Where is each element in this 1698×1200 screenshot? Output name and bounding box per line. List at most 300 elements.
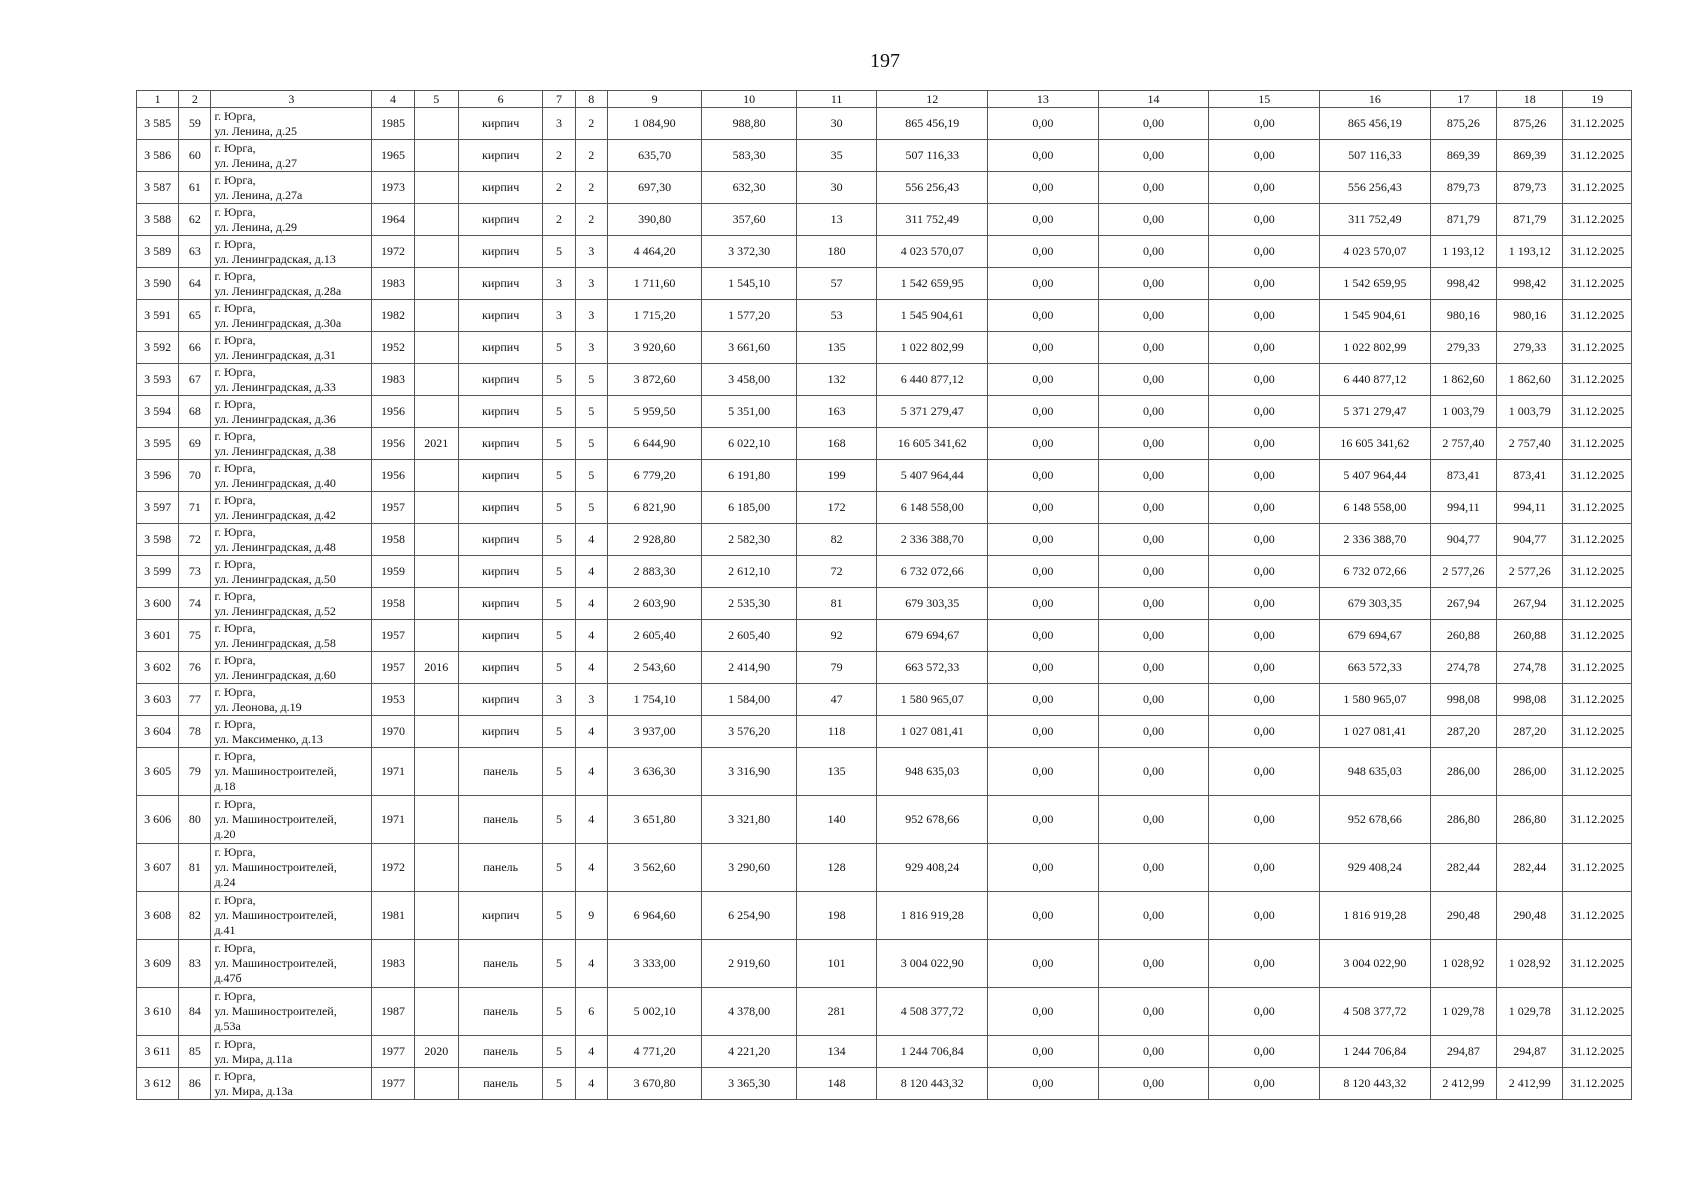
table-cell: 2 605,40 [607,620,702,652]
table-cell: 3 937,00 [607,716,702,748]
table-row [137,172,1632,204]
table-cell: 0,00 [1209,748,1320,796]
table-cell: 68 [179,396,211,428]
table-cell: панель [458,796,543,844]
table-cell: 85 [179,1036,211,1068]
table-cell: 31.12.2025 [1563,1036,1632,1068]
table-cell: 0,00 [1209,716,1320,748]
table-cell: 0,00 [988,492,1099,524]
table-cell: 1983 [372,940,414,988]
address-cell: г. Юрга, ул. Ленинградская, д.13 [211,236,372,268]
table-cell: 1972 [372,236,414,268]
table-cell: 3 594 [137,396,179,428]
table-cell: 267,94 [1497,588,1563,620]
table-cell: 78 [179,716,211,748]
address-cell: г. Юрга, ул. Ленинградская, д.40 [211,460,372,492]
table-cell: 663 572,33 [1320,652,1431,684]
table-cell: 929 408,24 [877,844,988,892]
address-cell: г. Юрга, ул. Ленинградская, д.42 [211,492,372,524]
table-cell: 1985 [372,108,414,140]
table-cell: кирпич [458,332,543,364]
table-cell: 5 959,50 [607,396,702,428]
table-cell: 1 545 904,61 [877,300,988,332]
table-cell: 4 023 570,07 [877,236,988,268]
table-cell: 1 584,00 [702,684,797,716]
table-cell: 0,00 [1209,892,1320,940]
table-cell: 0,00 [1209,108,1320,140]
table-cell: панель [458,940,543,988]
table-row [137,796,1632,844]
table-cell: 260,88 [1430,620,1496,652]
table-row [137,892,1632,940]
table-cell: 3 562,60 [607,844,702,892]
table-cell [414,588,458,620]
table-cell: 1956 [372,460,414,492]
table-cell: 1 545,10 [702,268,797,300]
table-cell: 0,00 [988,988,1099,1036]
address-cell: г. Юрга, ул. Машиностроителей, д.18 [211,748,372,796]
table-cell: 69 [179,428,211,460]
table-cell: 871,79 [1430,204,1496,236]
table-cell: 135 [796,748,876,796]
table-cell: 0,00 [1098,268,1209,300]
table-cell: 1987 [372,988,414,1036]
table-cell: 4 [575,716,607,748]
table-cell: 101 [796,940,876,988]
table-cell: 3 [575,300,607,332]
column-header: 18 [1497,91,1563,108]
table-cell: 1 028,92 [1430,940,1496,988]
table-cell: кирпич [458,268,543,300]
table-cell: 3 611 [137,1036,179,1068]
table-cell: 92 [796,620,876,652]
table-cell: 286,00 [1430,748,1496,796]
table-cell: 4 [575,844,607,892]
table-cell: 6 022,10 [702,428,797,460]
table-cell: 3 600 [137,588,179,620]
table-cell: 53 [796,300,876,332]
table-cell: 81 [796,588,876,620]
table-cell: 3 601 [137,620,179,652]
table-cell: 9 [575,892,607,940]
table-cell: 2 605,40 [702,620,797,652]
table-cell: 0,00 [988,716,1099,748]
table-cell: 952 678,66 [877,796,988,844]
table-cell: 4 508 377,72 [1320,988,1431,1036]
page-number: 197 [870,50,900,72]
table-cell: 2 919,60 [702,940,797,988]
table-cell: 282,44 [1497,844,1563,892]
table-cell: 0,00 [988,748,1099,796]
table-row [137,588,1632,620]
table-cell: 180 [796,236,876,268]
table-cell: 199 [796,460,876,492]
table-cell: 3 587 [137,172,179,204]
table-cell: 287,20 [1430,716,1496,748]
column-header: 5 [414,91,458,108]
table-cell: 3 661,60 [702,332,797,364]
column-header: 14 [1098,91,1209,108]
table-cell: 5 002,10 [607,988,702,1036]
table-cell: 871,79 [1497,204,1563,236]
table-cell: 2 412,99 [1497,1068,1563,1100]
table-cell: 6 254,90 [702,892,797,940]
table-cell: 1981 [372,892,414,940]
table-cell: 0,00 [1098,556,1209,588]
table-cell [414,332,458,364]
table-cell: кирпич [458,892,543,940]
table-cell: 0,00 [1209,796,1320,844]
table-row [137,748,1632,796]
table-cell: 0,00 [1098,204,1209,236]
table-cell: 31.12.2025 [1563,268,1632,300]
table-body [137,108,1632,1100]
table-cell: 6 [575,988,607,1036]
table-cell: 3 651,80 [607,796,702,844]
table-cell: 583,30 [702,140,797,172]
table-cell: 3 [575,684,607,716]
table-cell: 3 585 [137,108,179,140]
table-cell: 0,00 [1098,460,1209,492]
table-cell: 865 456,19 [877,108,988,140]
table-row [137,940,1632,988]
table-cell [414,300,458,332]
table-cell: 1972 [372,844,414,892]
column-header: 2 [179,91,211,108]
table-cell: 286,80 [1497,796,1563,844]
table-cell: 0,00 [1098,1036,1209,1068]
table-cell: 0,00 [988,620,1099,652]
table-cell: 1956 [372,396,414,428]
table-cell: 0,00 [988,268,1099,300]
table-cell: 994,11 [1497,492,1563,524]
table-cell: 30 [796,172,876,204]
table-cell: 31.12.2025 [1563,620,1632,652]
table-cell: 3 598 [137,524,179,556]
table-cell: 1 862,60 [1497,364,1563,396]
table-cell: кирпич [458,492,543,524]
table-cell: 3 607 [137,844,179,892]
table-cell: 390,80 [607,204,702,236]
table-cell: 31.12.2025 [1563,172,1632,204]
table-cell: 1 545 904,61 [1320,300,1431,332]
table-cell: 1983 [372,364,414,396]
table-cell: 31.12.2025 [1563,716,1632,748]
table-cell: 81 [179,844,211,892]
table-row [137,204,1632,236]
table-cell: 1 577,20 [702,300,797,332]
table-cell: кирпич [458,556,543,588]
table-cell: 5 [543,652,575,684]
table-cell: 67 [179,364,211,396]
table-cell: 1956 [372,428,414,460]
table-cell: 1 022 802,99 [1320,332,1431,364]
table-cell: 4 [575,524,607,556]
table-cell: 0,00 [988,396,1099,428]
column-header: 13 [988,91,1099,108]
table-cell: 79 [179,748,211,796]
column-header: 15 [1209,91,1320,108]
table-cell: 1965 [372,140,414,172]
table-cell: 3 333,00 [607,940,702,988]
table-cell: 3 599 [137,556,179,588]
table-cell: 0,00 [1098,364,1209,396]
table-cell: 290,48 [1430,892,1496,940]
table-cell: кирпич [458,588,543,620]
table-cell: 31.12.2025 [1563,428,1632,460]
table-cell: 135 [796,332,876,364]
table-cell: 2020 [414,1036,458,1068]
address-cell: г. Юрга, ул. Ленинградская, д.38 [211,428,372,460]
table-cell: 0,00 [1209,332,1320,364]
table-cell: 0,00 [988,236,1099,268]
table-cell: 3 588 [137,204,179,236]
address-cell: г. Юрга, ул. Ленинградская, д.30а [211,300,372,332]
table-cell: 4 [575,652,607,684]
table-cell: 168 [796,428,876,460]
address-cell: г. Юрга, ул. Ленинградская, д.58 [211,620,372,652]
address-cell: г. Юрга, ул. Ленина, д.27а [211,172,372,204]
table-cell: 16 605 341,62 [877,428,988,460]
column-header: 10 [702,91,797,108]
table-cell: 5 [543,364,575,396]
table-cell: 6 644,90 [607,428,702,460]
table-cell: 2 543,60 [607,652,702,684]
table-cell: 5 [543,428,575,460]
table-cell: 3 290,60 [702,844,797,892]
table-cell: 13 [796,204,876,236]
table-cell: 879,73 [1430,172,1496,204]
table-cell: 1971 [372,796,414,844]
table-cell: 0,00 [988,1068,1099,1100]
table-cell: 0,00 [1098,332,1209,364]
table-row [137,988,1632,1036]
table-cell: 5 [575,460,607,492]
table-cell: 1971 [372,748,414,796]
table-cell: кирпич [458,204,543,236]
table-cell: 80 [179,796,211,844]
table-cell: кирпич [458,620,543,652]
table-cell: 31.12.2025 [1563,108,1632,140]
table-cell: 1 580 965,07 [1320,684,1431,716]
table-cell: 1 542 659,95 [1320,268,1431,300]
table-cell: 4 771,20 [607,1036,702,1068]
table-cell: 84 [179,988,211,1036]
table-cell: 4 464,20 [607,236,702,268]
table-cell: 998,08 [1430,684,1496,716]
table-cell: панель [458,988,543,1036]
address-cell: г. Юрга, ул. Ленинградская, д.28а [211,268,372,300]
table-cell: 6 440 877,12 [1320,364,1431,396]
table-cell: 998,08 [1497,684,1563,716]
table-cell: 3 [543,300,575,332]
table-cell: 1953 [372,684,414,716]
table-cell [414,108,458,140]
table-cell: 1 029,78 [1497,988,1563,1036]
table-cell: 3 602 [137,652,179,684]
table-cell: 2 412,99 [1430,1068,1496,1100]
table-cell [414,844,458,892]
table-cell [414,364,458,396]
table-cell: 2 [543,140,575,172]
table-cell: 0,00 [1209,1068,1320,1100]
table-cell: 0,00 [1209,204,1320,236]
table-cell: 0,00 [988,140,1099,172]
table-cell: 0,00 [1209,140,1320,172]
table-cell: 1 715,20 [607,300,702,332]
table-cell: 679 694,67 [1320,620,1431,652]
table-cell: 31.12.2025 [1563,684,1632,716]
address-cell: г. Юрга, ул. Максименко, д.13 [211,716,372,748]
table-cell: 2 [575,204,607,236]
table-cell: 0,00 [988,364,1099,396]
table-cell: 3 608 [137,892,179,940]
table-cell: 0,00 [1098,524,1209,556]
table-cell: 0,00 [1209,652,1320,684]
table-cell: 0,00 [1209,364,1320,396]
table-cell: 60 [179,140,211,172]
table-cell: 2021 [414,428,458,460]
table-cell: 3 321,80 [702,796,797,844]
table-cell: 3 595 [137,428,179,460]
table-cell: 556 256,43 [1320,172,1431,204]
table-cell: 5 [543,1068,575,1100]
table-cell: кирпич [458,428,543,460]
table-cell: 5 371 279,47 [877,396,988,428]
table-cell: кирпич [458,140,543,172]
table-cell: 2016 [414,652,458,684]
column-number-row [137,91,1632,108]
table-cell: 1 862,60 [1430,364,1496,396]
table-cell: 0,00 [1209,396,1320,428]
column-header: 1 [137,91,179,108]
column-header: 7 [543,91,575,108]
table-cell: 31.12.2025 [1563,364,1632,396]
table-cell: 0,00 [1098,396,1209,428]
table-cell: 83 [179,940,211,988]
table-cell: 904,77 [1430,524,1496,556]
table-cell: 2 [575,108,607,140]
table-cell: 31.12.2025 [1563,556,1632,588]
table-cell: 904,77 [1497,524,1563,556]
table-cell: 5 [543,892,575,940]
table-cell: 0,00 [1209,556,1320,588]
table-cell: кирпич [458,364,543,396]
table-cell: 0,00 [1209,1036,1320,1068]
table-cell: 0,00 [988,428,1099,460]
table-cell: 6 440 877,12 [877,364,988,396]
table-cell: 286,80 [1430,796,1496,844]
table-cell: 31.12.2025 [1563,796,1632,844]
table-cell: 2 603,90 [607,588,702,620]
table-cell: 0,00 [1098,588,1209,620]
table-cell [414,940,458,988]
table-cell: 6 821,90 [607,492,702,524]
table-cell: кирпич [458,684,543,716]
table-cell: 0,00 [988,204,1099,236]
table-cell: 3 636,30 [607,748,702,796]
table-cell: 0,00 [1098,492,1209,524]
table-cell: 2 757,40 [1430,428,1496,460]
table-cell: 6 148 558,00 [1320,492,1431,524]
table-cell: 3 458,00 [702,364,797,396]
table-cell: 6 732 072,66 [1320,556,1431,588]
table-cell: 31.12.2025 [1563,396,1632,428]
table-cell: 2 [543,172,575,204]
table-cell: 1957 [372,620,414,652]
table-cell: 31.12.2025 [1563,300,1632,332]
table-cell: 4 [575,748,607,796]
address-cell: г. Юрга, ул. Мира, д.13а [211,1068,372,1100]
table-cell [414,796,458,844]
table-cell: 0,00 [1098,652,1209,684]
table-cell: 6 148 558,00 [877,492,988,524]
table-cell: 31.12.2025 [1563,332,1632,364]
address-cell: г. Юрга, ул. Машиностроителей, д.20 [211,796,372,844]
table-cell: 1964 [372,204,414,236]
table-cell: 865 456,19 [1320,108,1431,140]
table-cell: 31.12.2025 [1563,236,1632,268]
table-cell: 163 [796,396,876,428]
table-cell: 0,00 [988,524,1099,556]
table-cell: 5 [543,524,575,556]
table-cell: 0,00 [1098,236,1209,268]
table-cell: 1 027 081,41 [1320,716,1431,748]
table-cell: 0,00 [1209,492,1320,524]
table-cell: 287,20 [1497,716,1563,748]
table-cell: 0,00 [1209,940,1320,988]
table-cell: 5 [543,716,575,748]
table-cell: 1 816 919,28 [1320,892,1431,940]
table-cell: 2 883,30 [607,556,702,588]
table-cell: 31.12.2025 [1563,524,1632,556]
table-cell: 0,00 [1098,684,1209,716]
table-cell: 2 577,26 [1430,556,1496,588]
table-row [137,620,1632,652]
table-cell: 311 752,49 [1320,204,1431,236]
table-cell: панель [458,1036,543,1068]
table-cell: 507 116,33 [877,140,988,172]
address-cell: г. Юрга, ул. Ленинградская, д.33 [211,364,372,396]
table-cell: 980,16 [1430,300,1496,332]
table-cell: 62 [179,204,211,236]
column-header: 4 [372,91,414,108]
table-cell: 0,00 [1209,236,1320,268]
table-cell: кирпич [458,172,543,204]
table-cell: 3 610 [137,988,179,1036]
table-cell: 1 193,12 [1430,236,1496,268]
table-cell: 282,44 [1430,844,1496,892]
table-cell: 6 732 072,66 [877,556,988,588]
table-row [137,428,1632,460]
table-cell: 8 120 443,32 [877,1068,988,1100]
table-cell: 3 [575,268,607,300]
table-cell: 279,33 [1497,332,1563,364]
table-row [137,300,1632,332]
table-cell: 82 [179,892,211,940]
table-cell: 3 609 [137,940,179,988]
table-cell: 132 [796,364,876,396]
table-cell: 5 [543,940,575,988]
table-cell [414,684,458,716]
table-row [137,844,1632,892]
table-cell: 5 [543,588,575,620]
table-cell: 31.12.2025 [1563,492,1632,524]
table-cell: 3 591 [137,300,179,332]
table-cell: 72 [179,524,211,556]
table-cell: 172 [796,492,876,524]
table-cell: кирпич [458,460,543,492]
